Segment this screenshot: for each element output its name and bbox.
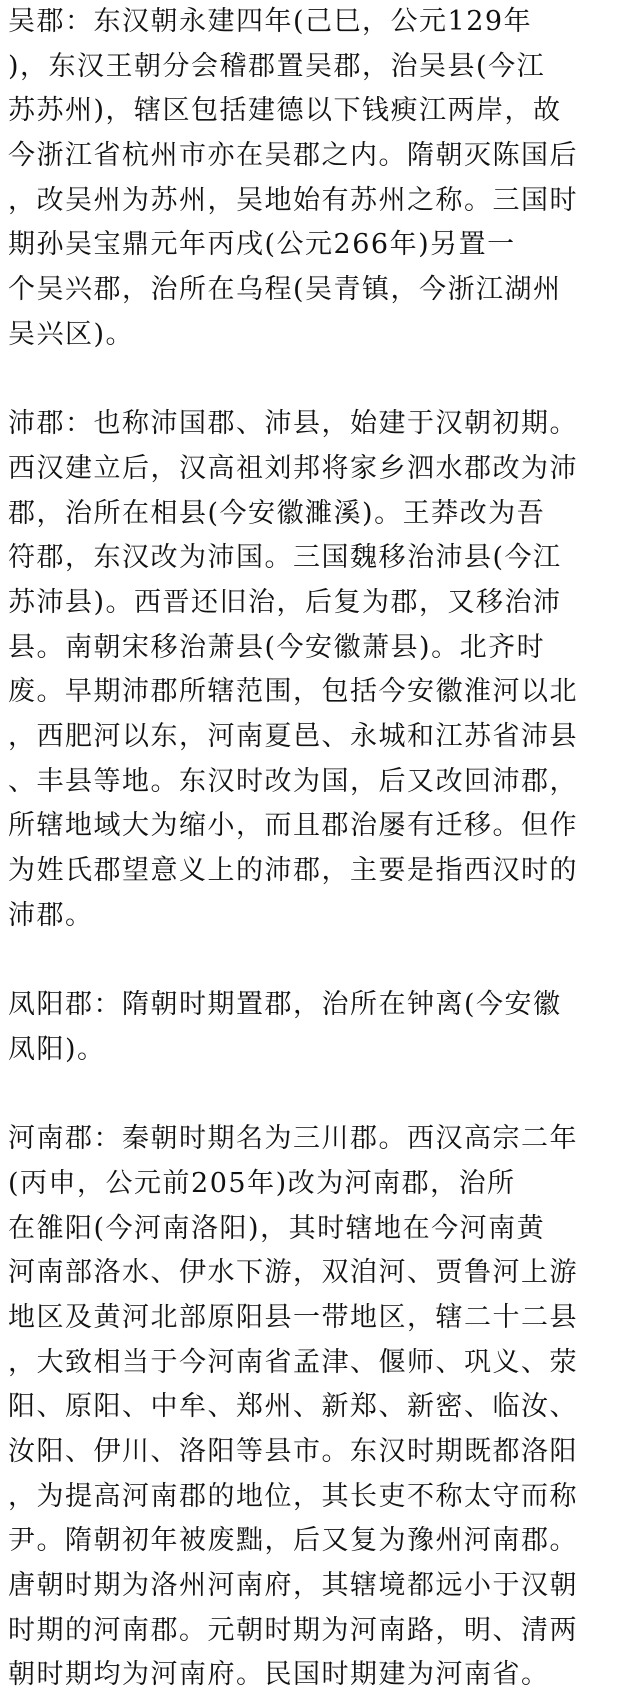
- text-line: 今浙江省杭州市亦在吴郡之内。隋朝灭陈国后: [8, 140, 578, 172]
- text-line: 沛郡。: [8, 899, 94, 931]
- paragraph-wu-commandery: [8, 0, 632, 358]
- paragraph-fengyang-commandery: [8, 983, 632, 1072]
- text-line: ，为提高河南郡的地位，其长吏不称太守而称: [8, 1480, 578, 1512]
- text-line: 为姓氏郡望意义上的沛郡，主要是指西汉时的: [8, 855, 578, 887]
- text-line: ，改吴州为苏州，吴地始有苏州之称。三国时: [8, 184, 578, 216]
- text-line: 、丰县等地。东汉时改为国，后又改回沛郡，: [8, 765, 578, 797]
- text-line: 河南郡：秦朝时期名为三川郡。西汉高宗二年: [8, 1123, 578, 1155]
- text-line: 废。早期沛郡所辖范围，包括今安徽淮河以北: [8, 676, 578, 708]
- text-line: 期孙吴宝鼎元年丙戌(公元266年)另置一: [8, 229, 516, 261]
- paragraph-pei-commandery: [8, 402, 632, 938]
- paragraph-henan-commandery: [8, 1117, 632, 1698]
- text-line: 苏苏州)，辖区包括建德以下钱瘐江两岸，故: [8, 95, 562, 127]
- text-line: 阳、原阳、中牟、郑州、新郑、新密、临汝、: [8, 1391, 578, 1423]
- text-line: 在雒阳(今河南洛阳)，其时辖地在今河南黄: [8, 1212, 546, 1244]
- text-line: ，西肥河以东，河南夏邑、永城和江苏省沛县: [8, 721, 578, 752]
- text-line: 所辖地域大为缩小，而且郡治屡有迁移。但作: [8, 810, 578, 842]
- text-line: 汝阳、伊川、洛阳等县市。东汉时期既都洛阳: [8, 1436, 578, 1467]
- text-line: 县。南朝宋移治萧县(今安徽萧县)。北齐时: [8, 631, 546, 663]
- paragraph-spacer: [8, 938, 632, 983]
- text-line: 时期的河南郡。元朝时期为河南路，明、清两: [8, 1614, 578, 1646]
- text-line: 唐朝时期为洛州河南府，其辖境都远小于汉朝: [8, 1570, 578, 1602]
- text-line: 吴郡：东汉朝永建四年(己巳，公元129年: [8, 6, 533, 37]
- paragraph-spacer: [8, 358, 632, 403]
- text-line: 地区及黄河北部原阳县一带地区，辖二十二县: [8, 1301, 578, 1333]
- text-line: 苏沛县)。西晋还旧治，后复为郡，又移治沛: [8, 586, 562, 618]
- text-line: (丙申，公元前205年)改为河南郡，治所: [8, 1167, 516, 1199]
- text-line: 个吴兴郡，治所在乌程(吴青镇，今浙江湖州: [8, 274, 562, 306]
- text-line: 郡，治所在相县(今安徽濉溪)。王莽改为吾: [8, 497, 546, 529]
- text-line: 沛郡：也称沛国郡、沛县，始建于汉朝初期。: [8, 408, 578, 440]
- text-line: 朝时期均为河南府。民国时期建为河南省。: [8, 1659, 550, 1691]
- text-line: 凤阳)。: [8, 1033, 106, 1065]
- text-line: 符郡，东汉改为沛国。三国魏移治沛县(今江: [8, 542, 562, 574]
- text-line: 尹。隋朝初年被废黜，后又复为豫州河南郡。: [8, 1525, 578, 1557]
- text-line: )，东汉王朝分会稽郡置吴郡，治吴县(今江: [8, 50, 546, 82]
- text-line: 西汉建立后，汉高祖刘邦将家乡泗水郡改为沛: [8, 452, 578, 484]
- paragraph-spacer: [8, 1073, 632, 1118]
- text-line: 河南部洛水、伊水下游，双洎河、贾鲁河上游: [8, 1257, 578, 1289]
- text-line: 吴兴区)。: [8, 318, 135, 350]
- text-line: 凤阳郡：隋朝时期置郡，治所在钟离(今安徽: [8, 989, 562, 1021]
- text-line: ，大致相当于今河南省孟津、偃师、巩义、荥: [8, 1346, 578, 1378]
